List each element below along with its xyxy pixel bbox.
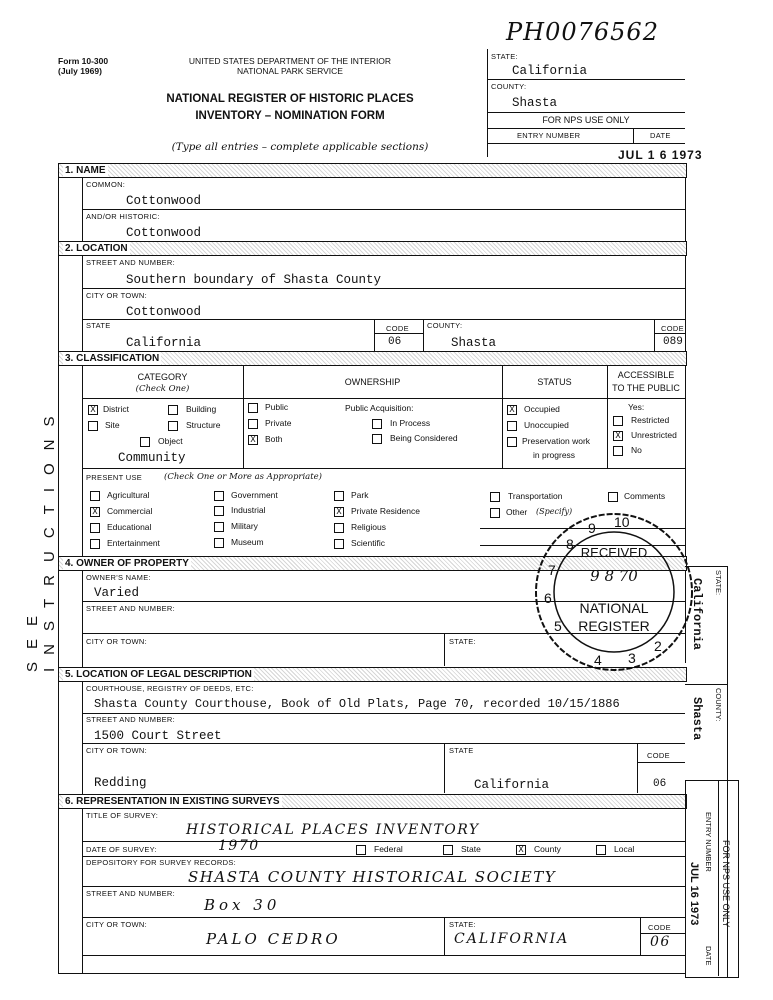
museum-label: Museum	[231, 537, 264, 547]
margin-county-label: COUNTY:	[714, 688, 723, 722]
historic-name-label: AND/OR HISTORIC:	[86, 212, 160, 221]
depository-label: DEPOSITORY FOR SURVEY RECORDS:	[86, 858, 237, 867]
state-survey-checkbox[interactable]	[443, 845, 453, 855]
location-city-value: Cottonwood	[126, 305, 202, 319]
transportation-label: Transportation	[508, 491, 563, 501]
industrial-label: Industrial	[231, 505, 266, 515]
county-survey-checkbox[interactable]: X	[516, 845, 526, 855]
owner-name-value: Varied	[94, 586, 140, 600]
header-county-label: COUNTY:	[491, 82, 527, 91]
educational-checkbox[interactable]	[90, 523, 100, 533]
government-label: Government	[231, 490, 278, 500]
margin-date-stamp: JUL 16 1973	[688, 862, 700, 926]
building-checkbox[interactable]	[168, 405, 178, 415]
section-4-header: 4. OWNER OF PROPERTY	[58, 556, 687, 571]
margin-date-label: DATE	[704, 946, 713, 966]
comments-checkbox[interactable]	[608, 492, 618, 502]
date-received-stamp: JUL 1 6 1973	[618, 148, 703, 162]
in-process-label: In Process	[390, 418, 431, 428]
unrestricted-checkbox[interactable]: X	[613, 431, 623, 441]
section-5-header: 5. LOCATION OF LEGAL DESCRIPTION	[58, 667, 687, 682]
both-checkbox[interactable]: X	[248, 435, 258, 445]
owner-city-label: CITY OR TOWN:	[86, 637, 147, 646]
margin-entry-label: ENTRY NUMBER	[704, 812, 713, 872]
legal-state-value: California	[474, 778, 550, 792]
section-2-header: 2. LOCATION	[58, 241, 687, 256]
handwritten-record-id: PH0076562	[506, 18, 659, 46]
survey-street-value: Box 30	[204, 896, 281, 914]
stamp-line2: REGISTER	[578, 618, 650, 634]
access-no-checkbox[interactable]	[613, 446, 623, 456]
other-label: Other	[506, 507, 528, 517]
commercial-checkbox[interactable]: X	[90, 507, 100, 517]
being-considered-label: Being Considered	[390, 433, 458, 443]
date-label: DATE	[650, 131, 671, 140]
access-no-label: No	[631, 445, 642, 455]
service-name: NATIONAL PARK SERVICE	[237, 66, 343, 76]
survey-state-value: CALIFORNIA	[454, 931, 570, 947]
private-label: Private	[265, 418, 292, 428]
nps-use-only-label: FOR NPS USE ONLY	[542, 115, 630, 125]
being-considered-checkbox[interactable]	[372, 434, 382, 444]
category-subheader: (Check One)	[135, 384, 190, 394]
survey-code-value: 06	[650, 934, 671, 950]
occupied-label: Occupied	[524, 404, 560, 414]
margin-county-value: Shasta	[690, 697, 704, 741]
form-title-line1: NATIONAL REGISTER OF HISTORIC PLACES	[166, 93, 414, 105]
survey-title-value: HISTORICAL PLACES INVENTORY	[186, 822, 480, 838]
preservation-checkbox[interactable]	[507, 437, 517, 447]
legal-city-label: CITY OR TOWN:	[86, 746, 147, 755]
stamp-date: 9 8 70	[590, 567, 638, 585]
local-survey-label: Local	[614, 844, 635, 854]
location-state-value: California	[126, 336, 202, 350]
header-state-value: California	[512, 64, 588, 78]
stamp-number-8: 8	[566, 536, 574, 552]
preservation-label-2: in progress	[533, 450, 576, 460]
park-label: Park	[351, 490, 369, 500]
public-label: Public	[265, 402, 289, 412]
location-state-label: STATE	[86, 321, 111, 330]
survey-city-value: PALO CEDRO	[206, 930, 341, 948]
section-1-header: 1. NAME	[58, 163, 687, 178]
private-residence-checkbox[interactable]: X	[334, 507, 344, 517]
form-number	[58, 56, 108, 76]
present-use-label: PRESENT USE	[86, 473, 143, 482]
courthouse-label: COURTHOUSE, REGISTRY OF DEEDS, ETC:	[86, 684, 254, 693]
entry-number-label: ENTRY NUMBER	[517, 131, 581, 140]
structure-label: Structure	[186, 420, 221, 430]
survey-code-label: CODE	[648, 923, 671, 932]
public-checkbox[interactable]	[248, 403, 258, 413]
section-3-header: 3. CLASSIFICATION	[58, 351, 687, 366]
margin-state-label: STATE:	[714, 570, 723, 596]
other-specify-label: (Specify)	[536, 507, 573, 516]
legal-code-label: CODE	[647, 751, 670, 760]
state-code-value: 06	[388, 336, 402, 348]
commercial-label: Commercial	[107, 506, 153, 516]
occupied-checkbox[interactable]: X	[507, 405, 517, 415]
local-survey-checkbox[interactable]	[596, 845, 606, 855]
unoccupied-checkbox[interactable]	[507, 421, 517, 431]
access-yes-label: Yes:	[628, 402, 645, 412]
header-county-value: Shasta	[512, 96, 558, 110]
park-checkbox[interactable]	[334, 491, 344, 501]
received-stamp	[532, 507, 697, 677]
typing-instructions: (Type all entries – complete applicable sections)	[171, 141, 429, 153]
both-label: Both	[265, 434, 283, 444]
common-name-value: Cottonwood	[126, 194, 202, 208]
historic-name-value: Cottonwood	[126, 226, 202, 240]
category-typed-value: Community	[118, 451, 186, 465]
survey-state-label: STATE:	[449, 920, 476, 929]
department-name: UNITED STATES DEPARTMENT OF THE INTERIOR	[188, 56, 392, 66]
entertainment-checkbox[interactable]	[90, 539, 100, 549]
survey-title-label: TITLE OF SURVEY:	[86, 811, 159, 820]
section-6-header: 6. REPRESENTATION IN EXISTING SURVEYS	[58, 794, 687, 809]
structure-checkbox[interactable]	[168, 421, 178, 431]
stamp-received: RECEIVED	[580, 545, 648, 560]
common-name-label: COMMON:	[86, 180, 126, 189]
header-state-label: STATE:	[491, 52, 518, 61]
stamp-number-7: 7	[548, 562, 556, 578]
building-label: Building	[186, 404, 217, 414]
state-survey-label: State	[461, 844, 481, 854]
site-checkbox[interactable]	[88, 421, 98, 431]
form-title-line2: INVENTORY – NOMINATION FORM	[195, 110, 385, 122]
side-instructions: SEE INSTRUCTIONS	[24, 403, 58, 672]
accessible-header-1: ACCESSIBLE	[617, 370, 675, 380]
survey-date-value: 1970	[218, 838, 260, 854]
margin-state-value: California	[690, 578, 704, 651]
other-checkbox[interactable]	[490, 508, 500, 518]
margin-nps-use-label: FOR NPS USE ONLY	[721, 840, 731, 928]
stamp-number-2: 2	[654, 638, 662, 654]
restricted-label: Restricted	[631, 415, 670, 425]
scientific-label: Scientific	[351, 538, 386, 548]
stamp-number-4: 4	[594, 652, 602, 668]
federal-label: Federal	[374, 844, 403, 854]
location-county-label: COUNTY:	[427, 321, 463, 330]
restricted-checkbox[interactable]	[613, 416, 623, 426]
owner-state-label: STATE:	[449, 637, 476, 646]
location-county-value: Shasta	[451, 336, 497, 350]
site-label: Site	[105, 420, 120, 430]
military-label: Military	[231, 521, 258, 531]
stamp-number-9: 9	[588, 520, 596, 536]
entertainment-label: Entertainment	[107, 538, 160, 548]
stamp-number-6: 6	[544, 590, 552, 606]
owner-name-label: OWNER'S NAME:	[86, 573, 151, 582]
private-residence-label: Private Residence	[351, 506, 420, 516]
status-header: STATUS	[537, 377, 572, 387]
legal-city-value: Redding	[94, 776, 147, 790]
survey-date-label: DATE OF SURVEY:	[86, 845, 157, 854]
object-label: Object	[158, 436, 183, 446]
county-code-value: 089	[663, 336, 683, 348]
category-header: CATEGORY	[137, 372, 188, 382]
location-street-label: STREET AND NUMBER:	[86, 258, 176, 267]
scientific-checkbox[interactable]	[334, 539, 344, 549]
federal-checkbox[interactable]	[356, 845, 366, 855]
stamp-number-10: 10	[614, 514, 630, 530]
legal-state-label: STATE	[449, 746, 474, 755]
ownership-header: OWNERSHIP	[344, 377, 401, 387]
form-date-text: (July 1969)	[58, 66, 102, 76]
museum-checkbox[interactable]	[214, 538, 224, 548]
private-checkbox[interactable]	[248, 419, 258, 429]
courthouse-value: Shasta County Courthouse, Book of Old Plats, Page 70, recorded 10/15/1886	[94, 697, 620, 711]
religious-label: Religious	[351, 522, 386, 532]
agricultural-checkbox[interactable]	[90, 491, 100, 501]
object-checkbox[interactable]	[140, 437, 150, 447]
depository-value: SHASTA COUNTY HISTORICAL SOCIETY	[188, 868, 557, 886]
present-use-sub: (Check One or More as Appropriate)	[164, 472, 322, 482]
owner-street-label: STREET AND NUMBER:	[86, 604, 176, 613]
state-code-label: CODE	[386, 324, 409, 333]
preservation-label-1: Preservation work	[522, 436, 591, 446]
government-checkbox[interactable]	[214, 491, 224, 501]
form-number-text: Form 10-300	[58, 56, 109, 66]
religious-checkbox[interactable]	[334, 523, 344, 533]
transportation-checkbox[interactable]	[490, 492, 500, 502]
legal-code-value: 06	[653, 778, 667, 790]
location-street-value: Southern boundary of Shasta County	[126, 273, 382, 287]
military-checkbox[interactable]	[214, 522, 224, 532]
accessible-header-2: TO THE PUBLIC	[612, 383, 680, 393]
stamp-number-3: 3	[628, 650, 636, 666]
in-process-checkbox[interactable]	[372, 419, 382, 429]
comments-label: Comments	[624, 491, 666, 501]
stamp-number-5: 5	[554, 618, 562, 634]
unoccupied-label: Unoccupied	[524, 420, 569, 430]
stamp-line1: NATIONAL	[579, 600, 649, 616]
survey-street-label: STREET AND NUMBER:	[86, 889, 176, 898]
educational-label: Educational	[107, 522, 152, 532]
legal-street-label: STREET AND NUMBER:	[86, 715, 176, 724]
district-label: District	[103, 404, 129, 414]
survey-city-label: CITY OR TOWN:	[86, 920, 147, 929]
public-acquisition-label: Public Acquisition:	[345, 403, 414, 413]
county-survey-label: County	[534, 844, 561, 854]
location-city-label: CITY OR TOWN:	[86, 291, 147, 300]
county-code-label: CODE	[661, 324, 684, 333]
district-checkbox[interactable]: X	[88, 405, 98, 415]
unrestricted-label: Unrestricted	[631, 430, 677, 440]
agricultural-label: Agricultural	[107, 490, 150, 500]
industrial-checkbox[interactable]	[214, 506, 224, 516]
legal-street-value: 1500 Court Street	[94, 729, 222, 743]
